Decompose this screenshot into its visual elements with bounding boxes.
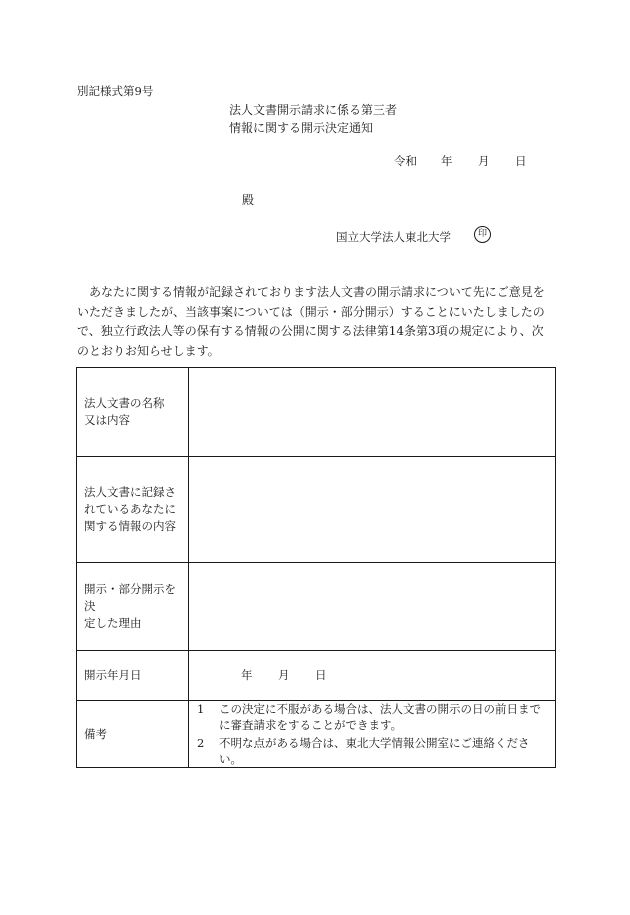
recorded-info-label	[77, 457, 189, 563]
document-name-label-line-1: 法人文書の名称	[84, 396, 165, 410]
date-month: 月	[478, 154, 490, 168]
reason-label-line-1: 開示・部分開示を決	[84, 582, 176, 613]
date-year: 年	[441, 154, 453, 168]
reason-label	[77, 563, 189, 651]
reason-value	[189, 563, 556, 651]
remarks-note-2-text: 不明な点がある場合は、東北大学情報公開室にご連絡ください。	[219, 736, 530, 766]
disclosure-date-value	[189, 651, 556, 701]
disclosure-date-day: 日	[315, 668, 327, 682]
document-name-value	[189, 368, 556, 457]
seal-mark: 印	[474, 226, 491, 243]
disclosure-date-label: 開示年月日	[77, 651, 189, 701]
recorded-info-value	[189, 457, 556, 563]
remarks-value	[189, 701, 556, 768]
table-row-recorded-info	[77, 457, 556, 563]
table-row-reason	[77, 563, 556, 651]
table-row-document-name	[77, 368, 556, 457]
reason-label-line-2: 定した理由	[84, 616, 142, 630]
recorded-info-label-line-1: 法人文書に記録さ	[84, 485, 176, 499]
date-header	[394, 153, 527, 169]
notice-body-text	[77, 283, 555, 361]
table-row-disclosure-date	[77, 651, 556, 701]
document-name-label-line-2: 又は内容	[84, 413, 130, 427]
disclosure-date-month: 月	[278, 668, 290, 682]
remarks-note-2-number: 2	[197, 736, 205, 750]
table-row-remarks	[77, 701, 556, 768]
body-paragraph: あなたに関する情報が記録されております法人文書の開示請求について先にご意見をいただきましたが、当該事案については（開示・部分開示）することにいたしましたので、独立行政法人等の保有する情報の公開に関する法律第14条第3項の規定により、次のとおりお知らせします。	[77, 285, 545, 358]
remarks-note-2	[197, 735, 548, 767]
date-era: 令和	[394, 154, 417, 168]
form-number: 別記様式第9号	[77, 84, 154, 98]
document-title-line-1: 法人文書開示請求に係る第三者	[229, 103, 398, 117]
remarks-label: 備考	[77, 701, 189, 768]
remarks-note-1-number: 1	[197, 702, 205, 716]
remarks-note-1	[197, 701, 548, 733]
recorded-info-label-line-2: れているあなたに	[84, 502, 176, 516]
recorded-info-label-line-3: 関する情報の内容	[84, 519, 176, 533]
remarks-note-1-text: この決定に不服がある場合は、法人文書の開示の日の前日までに審査請求をすることができます。	[219, 702, 541, 732]
notice-table	[76, 367, 556, 768]
addressee-suffix: 殿	[242, 193, 255, 207]
date-day: 日	[515, 154, 527, 168]
disclosure-date-year: 年	[241, 668, 253, 682]
document-name-label	[77, 368, 189, 457]
sender-name: 国立大学法人東北大学	[336, 230, 451, 244]
document-title-line-2: 情報に関する開示決定通知	[229, 121, 374, 135]
